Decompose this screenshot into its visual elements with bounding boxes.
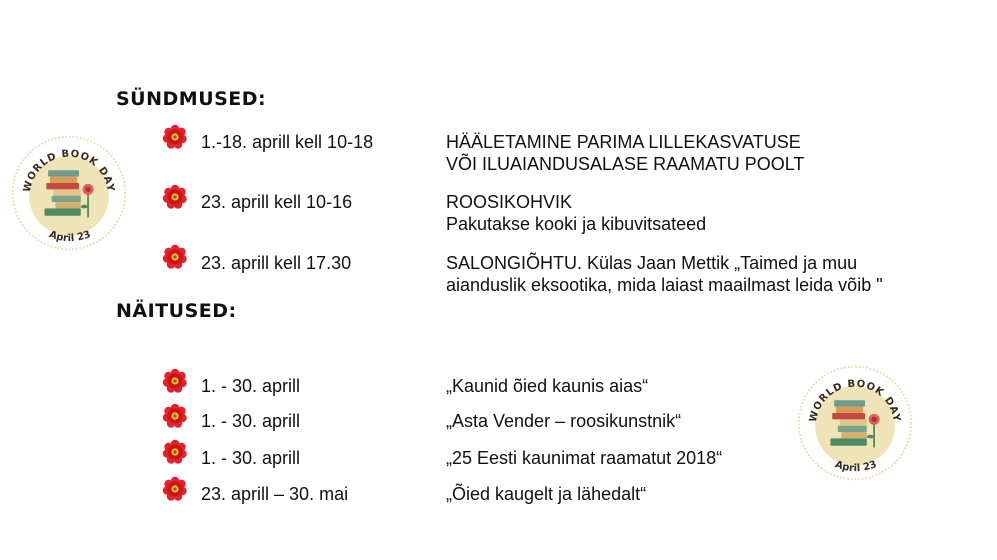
flower-icon bbox=[162, 476, 188, 502]
world-book-day-badge-icon bbox=[10, 129, 128, 257]
flower-icon bbox=[162, 124, 188, 150]
event-description bbox=[446, 252, 883, 296]
world-book-day-badge-icon bbox=[796, 359, 914, 487]
event-line: SALONGIÕHTU. Külas Jaan Mettik „Taimed ja muu bbox=[446, 253, 858, 273]
exhibition-date: 1. - 30. aprill bbox=[201, 411, 301, 431]
badge-line1: WORLD BOOK DAY bbox=[21, 148, 116, 194]
exhibitions-heading: NÄITUSED: bbox=[116, 300, 237, 322]
exhibition-date: 23. aprill – 30. mai bbox=[201, 484, 349, 504]
flower-icon bbox=[162, 244, 188, 270]
event-line: HÄÄLETAMINE PARIMA LILLEKASVATUSE bbox=[446, 132, 801, 152]
exhibition-title: „Asta Vender – roosikunstnik“ bbox=[446, 411, 682, 431]
exhibition-date: 1. - 30. aprill bbox=[201, 448, 301, 468]
event-line: Pakutakse kooki ja kibuvitsateed bbox=[446, 214, 707, 234]
flower-icon bbox=[162, 184, 188, 210]
event-description bbox=[446, 191, 706, 235]
exhibition-title: „25 Eesti kaunimat raamatut 2018“ bbox=[446, 448, 723, 468]
event-date: 23. aprill kell 17.30 bbox=[201, 253, 352, 273]
event-line: ROOSIKOHVIK bbox=[446, 192, 573, 212]
badge-line1: WORLD BOOK DAY bbox=[807, 378, 902, 424]
event-date: 1.-18. aprill kell 10-18 bbox=[201, 132, 374, 152]
badge-line2: April 23 bbox=[47, 229, 93, 245]
flower-icon bbox=[162, 439, 188, 465]
exhibition-title: „Kaunid õied kaunis aias“ bbox=[446, 376, 649, 396]
event-description bbox=[446, 131, 804, 175]
event-line: aianduslik eksootika, mida laiast maailmast leida võib " bbox=[446, 275, 883, 295]
event-line: VÕI ILUAIANDUSALASE RAAMATU POOLT bbox=[446, 154, 805, 174]
exhibition-title: „Õied kaugelt ja lähedalt“ bbox=[446, 484, 647, 504]
event-date: 23. aprill kell 10-16 bbox=[201, 192, 353, 212]
flower-icon bbox=[162, 368, 188, 394]
exhibition-date: 1. - 30. aprill bbox=[201, 376, 301, 396]
events-heading: SÜNDMUSED: bbox=[116, 88, 267, 110]
badge-line2: April 23 bbox=[833, 459, 879, 475]
flower-icon bbox=[162, 403, 188, 429]
